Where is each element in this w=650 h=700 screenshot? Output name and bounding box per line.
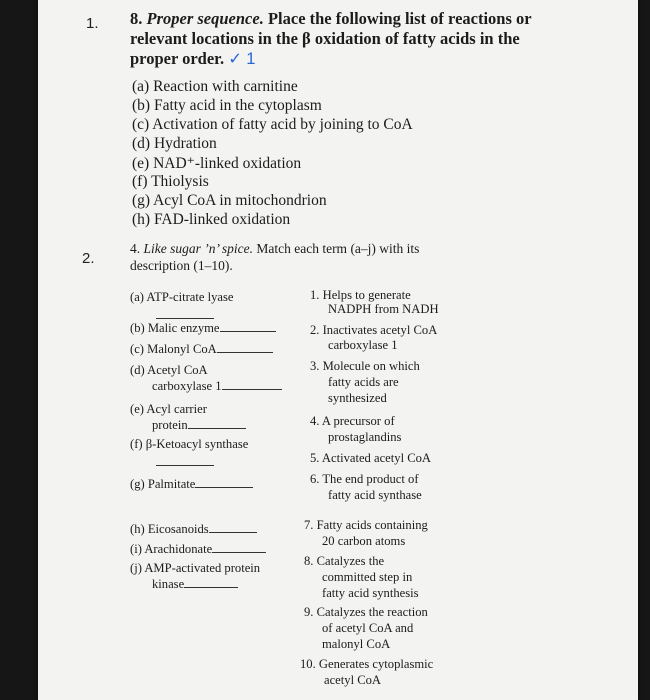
desc-1-cont: NADPH from NADH [328,302,439,316]
term-d: (d) Acetyl CoA [130,363,208,377]
desc-3-cont-2: synthesized [328,391,387,405]
desc-9-cont-1: of acetyl CoA and [322,621,414,635]
question-1-text-1: Place the following list of reactions or [267,9,532,28]
term-c-row [130,341,273,357]
desc-7-cont: 20 carbon atoms [322,534,406,548]
term-e-cont: protein [152,418,188,432]
desc-6: 6. The end product of [310,472,419,486]
desc-9: 9. Catalyzes the reaction [304,605,428,619]
q1-item-f: (f) Thiolysis [132,173,209,190]
desc-3-cont-1: fatty acids are [328,375,399,389]
q1-item-b: (b) Fatty acid in the cytoplasm [132,97,322,114]
term-e: (e) Acyl carrier [130,402,207,416]
desc-4: 4. A precursor of [310,414,395,428]
checkmark-icon: ✓ [228,49,243,68]
q1-item-h: (h) FAD-linked oxidation [132,211,291,228]
term-a-blank [156,318,214,319]
term-i-row [130,541,266,557]
term-e-row-2 [130,417,246,433]
term-b: (b) Malic enzyme [130,321,220,335]
term-d-row-2 [130,378,282,394]
term-g-blank [195,477,253,488]
question-1-score: 1 [246,50,256,68]
term-i-blank [212,542,266,553]
question-1-line-3 [130,49,255,69]
term-d-blank [222,379,282,390]
term-j-blank [184,577,238,588]
question-1-text-3: proper order. [130,49,225,68]
question-2-title: Like sugar ’n’ spice. [143,241,253,256]
term-j: (j) AMP-activated protein [130,561,261,575]
q1-item-c: (c) Activation of fatty acid by joining to CoA [132,116,413,133]
desc-3: 3. Molecule on which [310,359,420,373]
desc-5: 5. Activated acetyl CoA [310,451,432,465]
worksheet-page [38,0,638,700]
q1-item-d: (d) Hydration [132,135,217,152]
desc-8: 8. Catalyzes the [304,554,385,568]
question-2-text-2: description (1–10). [130,258,233,273]
term-h: (h) Eicosanoids [130,522,209,536]
q1-item-e: (e) NAD⁺-linked oxidation [132,155,302,172]
term-e-blank [188,418,246,429]
term-c: (c) Malonyl CoA [130,342,217,356]
term-f: (f) β-Ketoacyl synthase [130,437,249,451]
desc-10-cont: acetyl CoA [324,673,382,687]
question-1-title: Proper sequence. [146,9,264,28]
desc-6-cont: fatty acid synthase [328,488,422,502]
desc-2-cont: carboxylase 1 [328,338,398,352]
desc-8-cont-1: committed step in [322,570,413,584]
desc-9-cont-2: malonyl CoA [322,637,391,651]
question-1-line-1 [130,9,532,29]
question-2-number: 4. [130,241,141,256]
term-i: (i) Arachidonate [130,542,213,556]
desc-7: 7. Fatty acids containing [304,518,428,532]
question-2-text-1: Match each term (a–j) with its [256,241,420,256]
term-d-cont: carboxylase 1 [152,379,222,393]
question-2-line-1 [130,241,419,258]
q1-item-g: (g) Acyl CoA in mitochondrion [132,192,327,209]
question-1-marker: 1. [86,15,99,32]
term-j-cont: kinase [152,577,185,591]
desc-4-cont: prostaglandins [328,430,402,444]
term-h-row [130,521,257,537]
question-1-number: 8. [130,9,143,28]
desc-8-cont-2: fatty acid synthesis [322,586,419,600]
term-g: (g) Palmitate [130,477,196,491]
desc-1: 1. Helps to generate [310,288,411,302]
q1-item-a: (a) Reaction with carnitine [132,78,298,95]
question-1-text-2: relevant locations in the β oxidation of fatty acids in the [130,29,520,48]
term-b-row [130,320,276,336]
question-2-marker: 2. [82,250,95,267]
term-j-row-2 [130,576,238,592]
term-h-blank [209,522,257,533]
term-b-blank [220,321,276,332]
term-a: (a) ATP-citrate lyase [130,290,234,304]
term-f-blank [156,465,214,466]
desc-10: 10. Generates cytoplasmic [300,657,434,671]
term-c-blank [217,342,273,353]
desc-2: 2. Inactivates acetyl CoA [310,323,438,337]
term-g-row [130,476,253,492]
